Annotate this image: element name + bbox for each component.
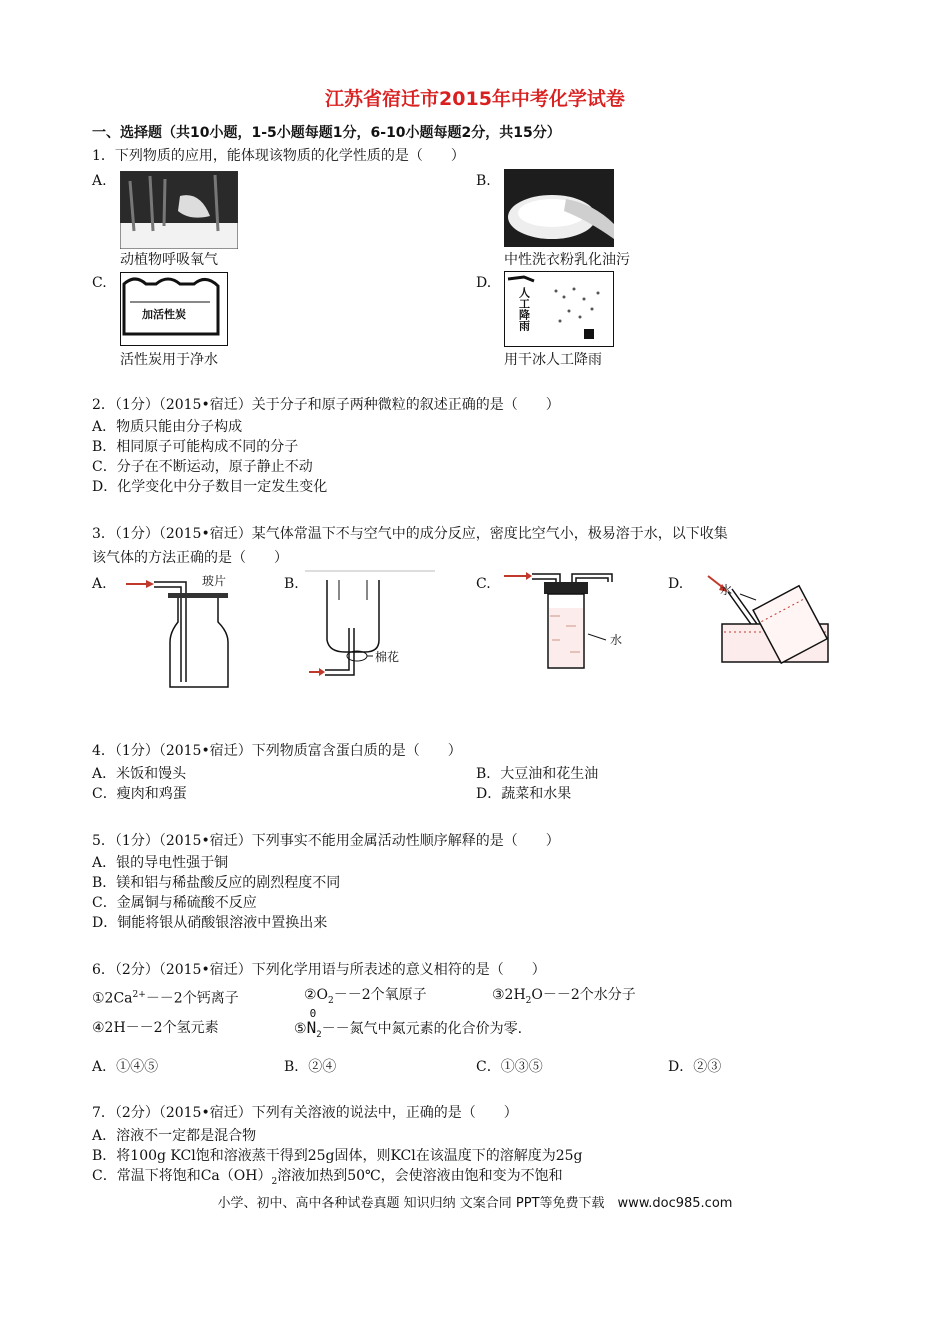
q7-option-b: B．将100g KCl饱和溶液蒸干得到25g固体，则KCl在该温度下的溶解度为25g [92, 1148, 583, 1164]
q3-option-b-apparatus [305, 570, 440, 692]
page-title: 江苏省宿迁市2015年中考化学试卷 [325, 88, 625, 110]
q3-option-c-label: 水 [610, 633, 623, 647]
q5-option-a: A．银的导电性强于铜 [92, 855, 229, 871]
q6-item-4: ④2H－－2个氢元素 [92, 1020, 219, 1036]
q6-option-c: C．①③⑤ [476, 1059, 543, 1075]
q5-option-d: D．铜能将银从硝酸银溶液中置换出来 [92, 915, 328, 931]
q1-option-c-drawing [120, 272, 228, 346]
q1-option-c-pic-label: 加活性炭 [142, 308, 186, 321]
q3-option-c-letter: C. [476, 576, 491, 592]
q2-stem: 2．（1分）（2015•宿迁）关于分子和原子两种微粒的叙述正确的是（ ） [92, 397, 560, 413]
q6-stem: 6．（2分）（2015•宿迁）下列化学用语与所表述的意义相符的是（ ） [92, 962, 546, 978]
q7-stem: 7．（2分）（2015•宿迁）下列有关溶液的说法中，正确的是（ ） [92, 1105, 518, 1121]
q3-option-d-label: 水 [720, 583, 733, 597]
q3-stem-line1: 3．（1分）（2015•宿迁）某气体常温下不与空气中的成分反应，密度比空气小，极易溶于水，以下收集 [92, 526, 728, 542]
q6-option-d: D．②③ [668, 1059, 722, 1075]
page-footer: 小学、初中、高中各种试卷真题 知识归纳 文案合同 PPT等免费下载 www.doc985.com [217, 1196, 733, 1211]
q2-option-d: D．化学变化中分子数目一定发生变化 [92, 479, 328, 495]
q3-stem-line2: 该气体的方法正确的是（ ） [92, 550, 288, 566]
q6-item-3: $③2H_2O--2$个水分子 [492, 987, 636, 1006]
q6-item-1: $①2Ca^{2+}--2$个钙离子 [92, 990, 239, 1007]
q3-option-b-letter: B. [284, 576, 299, 592]
q4-stem: 4．（1分）（2015•宿迁）下列物质富含蛋白质的是（ ） [92, 743, 462, 759]
q5-option-c: C．金属铜与稀硫酸不反应 [92, 895, 257, 911]
q7-option-a: A．溶液不一定都是混合物 [92, 1128, 257, 1144]
q5-option-b: B．镁和铝与稀盐酸反应的剧烈程度不同 [92, 875, 341, 891]
q3-option-b-label: 棉花 [375, 650, 400, 664]
q1-option-d-drawing [504, 271, 614, 347]
q4-option-a: A．米饭和馒头 [92, 766, 187, 782]
q5-stem: 5．（1分）（2015•宿迁）下列事实不能用金属活动性顺序解释的是（ ） [92, 833, 560, 849]
q1-option-d-caption: 用干冰人工降雨 [504, 352, 602, 368]
q1-option-b-photo [504, 169, 614, 247]
q4-option-c: C．瘦肉和鸡蛋 [92, 786, 187, 802]
q2-option-c: C．分子在不断运动，原子静止不动 [92, 459, 313, 475]
q3-option-d-apparatus [692, 568, 842, 672]
q2-option-b: B．相同原子可能构成不同的分子 [92, 439, 299, 455]
q6-option-b: B．②④ [284, 1059, 337, 1075]
q4-option-d: D．蔬菜和水果 [476, 786, 572, 802]
q6-option-a: A．①④⑤ [92, 1059, 159, 1075]
q4-option-b: B．大豆油和花生油 [476, 766, 599, 782]
q3-option-c-apparatus [500, 568, 636, 678]
q2-option-a: A．物质只能由分子构成 [92, 419, 243, 435]
q1-option-a-photo [120, 171, 238, 249]
q1-option-c-caption: 活性炭用于净水 [120, 352, 218, 368]
q6-item-2: $②O_2--2$个氧原子 [304, 987, 427, 1006]
q1-option-c-letter: C. [92, 275, 107, 291]
q1-option-b-letter: B. [476, 173, 491, 189]
q7-option-c: C．常温下将饱和$Ca(OH)_2$溶液加热到50℃，会使溶液由饱和变为不饱和 [92, 1168, 563, 1187]
q1-option-d-letter: D. [476, 275, 492, 291]
q1-option-b-caption: 中性洗衣粉乳化油污 [504, 252, 630, 268]
q1-option-d-pic-label: 人工降雨 [517, 287, 531, 331]
q3-option-a-apparatus [118, 572, 258, 694]
q3-option-d-letter: D. [668, 576, 684, 592]
section-heading: 一、选择题（共10小题，1-5小题每题1分，6-10小题每题2分，共15分） [92, 125, 561, 141]
q1-option-a-letter: A. [92, 173, 107, 189]
q1-stem: 1．下列物质的应用，能体现该物质的化学性质的是（ ） [92, 148, 465, 164]
q1-option-a-caption: 动植物呼吸氧气 [120, 252, 218, 268]
q3-option-a-letter: A. [92, 576, 107, 592]
q3-option-a-label: 玻片 [202, 574, 227, 588]
q6-item-5: ⑤ 0 $N_2--$氮气中氮元素的化合价为零. [294, 1007, 523, 1041]
